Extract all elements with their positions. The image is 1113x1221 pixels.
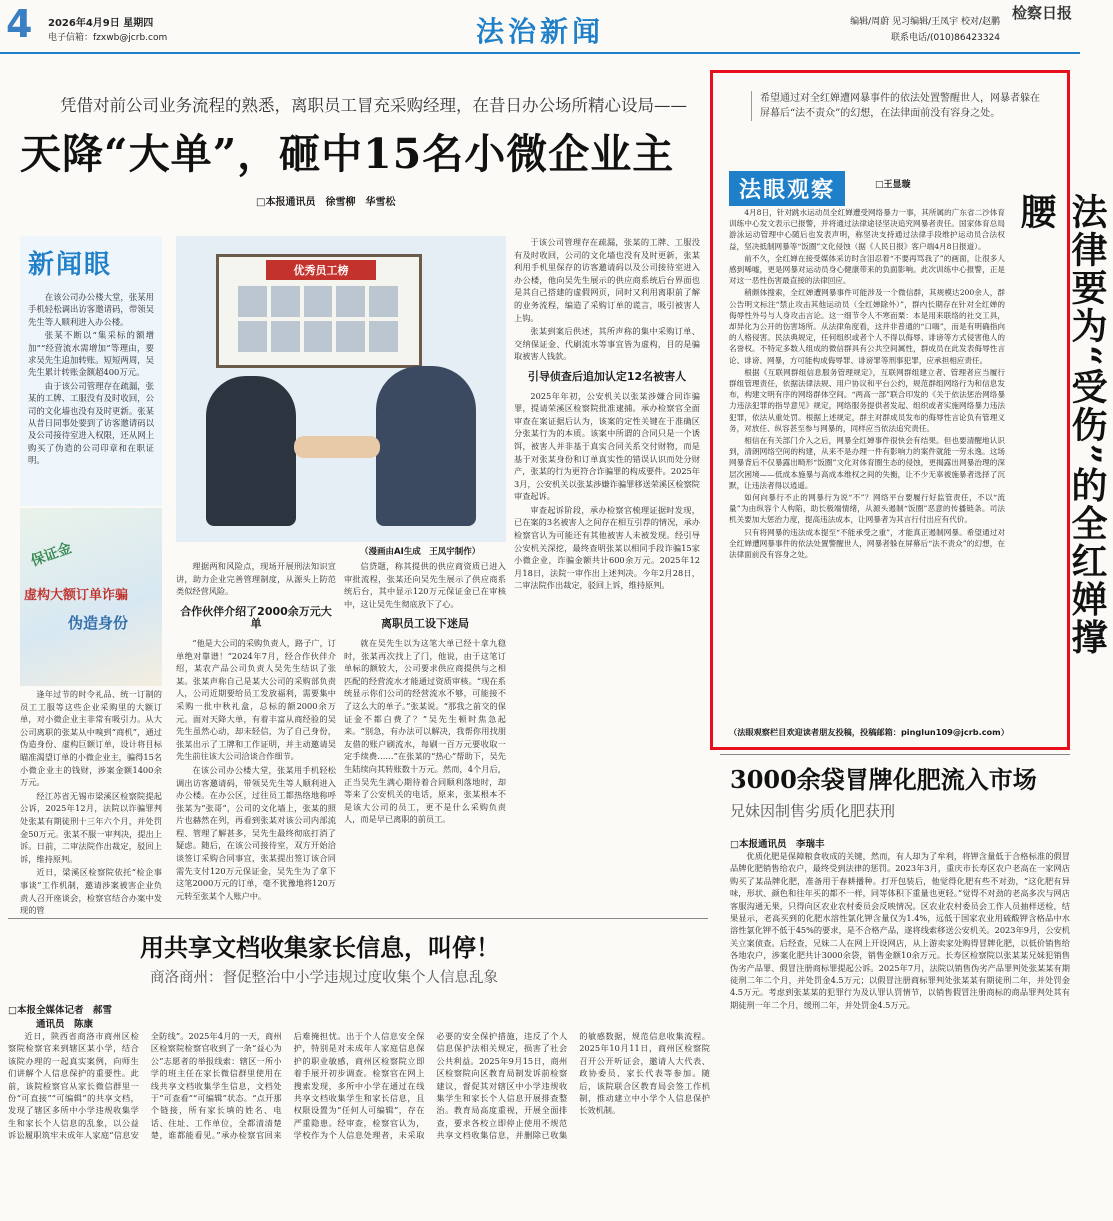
- lead-left-p3: 近日，梁溪区检察院依托“检企事事谈”工作机制，邀请涉案被害企业负责人召开座谈会，检察官结合办案中发现的管: [20, 867, 162, 916]
- lead-byline: □本报通讯员 徐雪柳 华雪松: [256, 197, 396, 208]
- lead-col3-p2: 就在吴先生以为这笔大单已经十拿九稳时，张某再次找上了门，他说，由于这笔订单标的额较大，公司要求供应商提供与之相匹配的经营流水才能通过资质审核。“现在系统显示你们公司的经营流水不够，可能接不了这么大的单子。”张某说。“那我之前交的保证金不都白费了？”吴先生顿时焦急起来。“别急，有办法可以解决，我帮你用找朋友借的账户刷流水，每刷一百万元要收取一定手续费……”在张某的“热心”帮助下，吴先生陆续向其转账数十万元。然而，4个月后，正当吴先生满心期待着合同顺利落地时，却等来了公安机关的电话，原来，张某根本不是该大公司的员工，更不是什么采购负责人，而是早已离职的前员工。: [344, 637, 506, 825]
- lead-col-2: [176, 560, 336, 910]
- victim-figure: [376, 366, 476, 526]
- opinion-footer: （法眼观察栏目欢迎读者朋友投稿，投稿邮箱：pinglun109@jcrb.com）: [729, 727, 1009, 737]
- opinion-p7: 只有将网暴的违法成本提至“不能承受之重”，才能真正遏制网暴。希望通过对全红婵遭网暴事件的依法处置警醒世人，网暴者躲在屏幕后“法不责众”的幻想，在法律面前没有容身之处。: [729, 527, 1005, 560]
- share-subtitle: 商洛商州：督促整治中小学违规过度收集个人信息乱象: [150, 970, 498, 986]
- section-title: 法治新闻: [475, 15, 604, 48]
- opinion-byline: □王显璇: [875, 180, 911, 190]
- opinion-vertical-title: 法律要为“受伤”的全红婵撑腰: [1015, 193, 1108, 657]
- lead-col3-p1: 信贷题，称其提供的供应商资质已进入审批流程，张某还向吴先生展示了供应商系统后台，其中显示120万元保证金已在审核中，这让吴先生彻底放下了心。: [344, 561, 506, 609]
- paper-logo: 检察日报: [1011, 4, 1072, 22]
- lead-left-p1: 逢年过节的时令礼品、统一订制的员工工服等这些企业采购里的大额订单，对小微企业主非常有吸引力。从大公司离职的张某从中嗅到“商机”，通过伪造身份、虚构巨额订单，设计将目标瞄准渴望订单的小微企业主，骗得15名小微企业主的钱财，涉案金额1400余万元。: [20, 689, 162, 788]
- news-eye-bullet-1: 在该公司办公楼大堂，张某用手机轻松调出访客邀请码，带领吴先生等人顺利进入办公楼。: [28, 292, 154, 327]
- lead-col4-p3: 2025年年初，公安机关以张某涉嫌合同诈骗罪，提请荣溪区检察院批准逮捕。承办检察官全面审查在案证据后认为，该案的定性关键在于准确区分张某行为的本质。该案中所谓的合同只是一个诱饵，被害人并非基于真实合同关系交付财物，而是基于对张某身份和订单真实性的错误认识而处分财产，张某的行为更符合诈骗罪的构成要件。2025年3月，公安机关以张某涉嫌诈骗罪移送荣溪区检察院审查起诉。: [514, 390, 700, 502]
- photo-grid: [238, 286, 398, 352]
- lead-col-3: [344, 560, 506, 910]
- lead-col-4: [514, 236, 700, 910]
- news-eye-box: [20, 236, 162, 506]
- poster-illustration: [20, 508, 162, 686]
- lead-col4-p1: 于该公司管理存在疏漏，张某的工牌、工服没有及时收回，公司的文化墙也没有及时更新，张某利用手机里保存的访客邀请码以及公司接待室进入办公楼，他向吴先生展示的供应商系统后台界面也是其自己搭建的虚假网页，同时又利用离职前了解的业务流程，编造了采购订单的谎言，吸引被害人上钩。: [514, 237, 700, 323]
- opinion-column-box: [710, 70, 1108, 750]
- fertilizer-byline: □本报通讯员 李瑞丰: [730, 839, 825, 850]
- fertilizer-subtitle: 兄妹因制售劣质化肥获刑: [730, 802, 896, 820]
- lead-col2-p1: “他是大公司的采购负责人，路子广，订单绝对靠谱！”2024年7月，经合作伙伴介绍，某农产品公司负责人吴先生结识了张某。张某声称自己是某大公司的采购部负责人，公司近期要给员工发放福利，需要集中采购一批中秋礼盒，总标的额2000余万元。面对天降大单，有着丰富从商经验的吴先生虽然心动，却未轻信，为了自己身份，张某出示了工牌和工作证明，并主动邀请吴先生前往该大公司洽谈合作细节。: [176, 637, 336, 762]
- news-eye-title: 新闻眼: [28, 250, 113, 280]
- editor-credits: 编辑/周蔚 见习编辑/王凤宇 校对/赵鹏: [850, 17, 1000, 27]
- subhead-1: 合作伙伴介绍了2000余万元大单: [180, 604, 332, 631]
- share-byline-2: 通讯员 陈康: [36, 1019, 94, 1030]
- poster-word-3: 虚构大额订单诈骗: [24, 588, 129, 603]
- share-p1: 近日，陕西省商洛市商州区检察院检察官来到辖区某小学，结合该院办理的一起真实案例，向师生们讲解个人信息保护的重要性。此前，该院检察官从家长微信群里一份“可直接”“可编辑”的共享文档，发现了辖区多所中小学违规收集学生和家长个人信息的乱象，以公益诉讼履职筑牢未成年人家庭“信息安全防线”。2025年4月的一天，商州区检察院检察官收到了一条“益心为公”志愿者的举报线索：辖区一所小学的班主任在家长微信群里使用在线共享文档收集学生信息，文档处于“可查看”“可编辑”状态。“点开那个链接，所有家长填的姓名、电话、住址、工作单位，全都清清楚楚，谁都能看见。”承办检察官回来后难掩担忧。出于个人信息安全保护，特别是对未成年人家庭信息保护的职业敏感，商州区检察院立即着手展开初步调查。检察官在网上搜索发现，多所中小学在通过在线共享文档收集学生和家长信息，且权限设置为“任何人可编辑”，存在严重隐患。经审查，检察官认为，学校作为个人信息处理者，未采取必要的安全保护措施，违反了个人信息保护法相关规定，损害了社会公共利益。2025年9月15日，商州区检察院向区教育局制发诉前检察建议，督促其对辖区中小学违规收集学生和家长个人信息开展排查整治。教育局高度重视，开展全面排查，要求各校立即停止使用不规范共享文档收集信息，并删除已收集的敏感数据，规范信息收集流程。2025年10月11日，商州区检察院召开公开听证会，邀请人大代表、政协委员、家长代表等参加。随后，该院联合区教育局会签工作机制，推动建立中小学个人信息保护长效机制。: [8, 1031, 710, 1141]
- honor-board-sign: 优秀员工榜: [266, 260, 376, 280]
- opinion-p4: 根据《互联网群组信息服务管理规定》，互联网群组建立者、管理者应当履行群组管理责任，依据法律法规、用户协议和平台公约，规范群组网络行为和信息发布，构建文明有序的网络群体空间。“两高一部”联合印发的《关于依法惩治网络暴力违法犯罪的指导意见》规定，网络服务提供者发起、组织或者实施网络暴力违法犯罪，依法从重处罚。根据上述规定，群主对群成员发布的侮辱性言论负有管理义务，对放任、纵容甚至参与网暴的，同样应当依法追究责任。: [729, 367, 1005, 433]
- opinion-p1: 4月8日，针对跳水运动员全红婵遭受网络暴力一事，其所属的广东省二沙体育训练中心发文表示已报警，并将通过法律途径坚决追究网暴者责任。国家体育总局游泳运动管理中心随后也发表声明，称坚决支持通过法律手段维护运动员合法权益，坚决抵制网暴等“饭圈”文化侵蚀（据《人民日报》客户端4月8日报道）。: [729, 208, 1005, 251]
- lead-col2-p0: 理据两和风险点，现场开展刑法知识宣讲，助力企业完善管理制度，从源头上防范类似经营风险。: [176, 561, 336, 597]
- opinion-p6: 如何向暴行不止的网暴行为说“不”？网络平台要履行好监管责任，不以“流量”为由纵容个人构陷，助长极端情绪，从源头遏制“饭圈”恶意的传播链条。司法机关要加大惩治力度，提高违法成本，让网暴者为其言行付出应有代价。: [729, 493, 1005, 525]
- lead-left-p2: 经江苏省无锡市梁溪区检察院提起公诉，2025年12月，法院以诈骗罪判处张某有期徒刑十三年六个月，并处罚金50万元。张某不服一审判决，提出上诉。日前，二审法院作出裁定，驳回上诉，维持原判。: [20, 790, 162, 864]
- poster-word-1: 保证金: [28, 540, 74, 570]
- subhead-2: 离职员工设下迷局: [381, 617, 469, 631]
- news-eye-bullet: [20, 281, 162, 467]
- opinion-p3: 稍颇体搜索，全红婵遭网暴事件可能涉及一个微信群，其规模达200余人，群公告明文标注“禁止攻击其他运动员（全红婵除外）”，群内长期存在针对全红婵的侮辱性外号与人身攻击言论。这一细节令人不寒而栗：本是用来联络的社交工具，却异化为公开的伤害场所。从法律角度看，这并非普通的“口嗨”，而是有明确指向的人格侵害。民法典规定，任何组织或者个人不得以侮辱、诽谤等方式侵害他人的名誉权。不特定多数人组成的微信群具有公共空间属性，群成员在此发表侮辱性言论、诽谤、网暴，方可能构成侮辱罪、诽谤罪等刑事犯罪，应承担相应责任。: [729, 288, 1005, 365]
- opinion-p5: 相信在有关部门介入之后，网暴全红婵事件很快会有结果。但也要清醒地认识到，清朗网络空间的构建，从来不是办理一件有影响力的案件就能一劳永逸。这场网暴背后不仅暴露出畸形“饭圈”文化对体育圈生态的侵蚀，更揭露出网暴治理的深层次困境——低成本施暴与高成本维权之间的失衡，让不少无辜被施暴者选择了沉默，让违法者得以逍遥。: [729, 436, 1005, 490]
- horizontal-divider-2: [720, 754, 1070, 755]
- opinion-body: [729, 207, 1005, 707]
- share-body: [8, 1030, 710, 1210]
- lead-left-column: [20, 688, 162, 916]
- lead-col4-p4: 审查起诉阶段，承办检察官梳理证据时发现，已在案的3名被害人之间存在相互引荐的情况，承办检察官认为可能还有其他被害人未被发现。经引导公安机关深挖，最终查明张某以相同手段诈骗15家小微企业，诈骗金额共计600余万元。2025年12月18日，法院一审作出上述判决。今年2月28日，二审法院作出裁定，驳回上诉，维持原判。: [514, 504, 700, 591]
- comic-illustration: [176, 236, 506, 542]
- fertilizer-body: [730, 850, 1070, 1210]
- page-number: 4: [6, 2, 33, 46]
- contact-email: 电子信箱：fzxwb@jcrb.com: [48, 33, 168, 43]
- news-eye-bullet-3: 由于该公司管理存在疏漏，张某的工牌、工服没有及时收回，公司的文化墙也没有及时更新。张某从昔日同事处要到了访客邀请码以及公司接待室进入权限，还从网上购买了伪造的公司印章和在职证明。: [28, 380, 154, 466]
- subhead-3: 引导侦查后追加认定12名被害人: [527, 369, 687, 383]
- fertilizer-headline: 3000余袋冒牌化肥流入市场: [730, 765, 1037, 794]
- scammer-figure: [206, 376, 296, 526]
- handshake: [294, 436, 380, 458]
- horizontal-divider-1: [8, 918, 708, 919]
- share-headline: 用共享文档收集家长信息，叫停！: [140, 933, 500, 962]
- editor-phone: 联系电话/(010)86423324: [890, 33, 1000, 43]
- masthead-rule: [0, 52, 1080, 54]
- lead-col2-p2: 在该公司办公楼大堂，张某用手机轻松调出访客邀请码，带领吴先生等人顺利进入办公楼。在办公区，过往员工都热络地称呼张某为“张哥”，公司的文化墙上，张某的照片也赫然在列，再看到张某对该公司内部流程、管理了解甚多，吴先生最终彻底打消了疑虑。随后，在该公司接待室，双方开始洽谈签订采购合同事宜，张某提出签订该合同需先支付120万元保证金，吴先生为了拿下这笔2000万元的订单，毫不犹豫地将120万元转至张某个人账户中。: [176, 764, 336, 901]
- share-byline-1: □本报全媒体记者 郝雪: [8, 1005, 112, 1016]
- opinion-quote: 希望通过对全红婵遭网暴事件的依法处置警醒世人，网暴者躲在屏幕后“法不责众”的幻想，在法律面前没有容身之处。: [751, 91, 1040, 121]
- issue-date: 2026年4月9日 星期四: [48, 18, 154, 29]
- lead-kicker: 凭借对前公司业务流程的熟悉，离职员工冒充采购经理，在昔日办公场所精心设局——: [60, 96, 687, 115]
- opinion-p2: 前不久，全红婵在接受媒体采访时含泪忍着“不要再骂我了”的画面，让很多人感到唏嘘，更是网暴对运动员身心健康带来的负面影响。此次训练中心报警，正是对这一恶性伤害最直接的法律回应。: [729, 253, 1005, 286]
- lead-col4-p2: 张某到案后供述，其所声称的集中采购订单、交纳保证金、代刷流水等事宜皆为虚构，目的是骗取被害人钱款。: [514, 326, 700, 362]
- illustration-caption: （漫画由AI生成 王凤宇制作）: [360, 547, 481, 557]
- lead-headline: 天降“大单”，砸中15名小微企业主: [20, 130, 675, 178]
- opinion-tag: 法眼观察: [729, 171, 845, 206]
- news-eye-bullet-2: 张某不断以“集采标的额增加”“经营流水需增加”等理由，要求吴先生追加转账。短短两周，吴先生累计转账金额超400万元。: [28, 330, 154, 378]
- fertilizer-p1: 优质化肥是保障粮食收成的关键，然而，有人却为了牟利，将钾含量低于合格标准的假冒品牌化肥销售给农户，最终受到法律的惩罚。2023年3月，重庆市长寿区农户老高在一家网店购买了某品牌化肥，准备用于春耕播种。打开包装后，他觉得化肥有些不对劲，“这化肥有异味，形状、颜色和往年买的都不一样，同等体积下重量也更轻。”觉得不对劲的老高多次与网店客服沟通无果，只得向区农业农村委员会反映情况。区农业农村委员会工作人员抽样送检，结果显示，老高买到的化肥水溶性氯化钾含量仅为1.4%，远低于国家农业用硫酸钾含格品中水溶性氯化钾不低于45%的要求，是不合格产品，遂将线索移送公安机关。2023年9月，公安机关立案侦查。后经查，兄妹二人在网上开设网店，从上游卖家处购得冒牌化肥，以低价销售给各地农户，涉案化肥共计3000余袋，销售金额10余万元。长寿区检察院以张某某兄妹犯销售伪劣产品罪、假冒注册商标罪提起公诉。2025年7月，法院以销售伪劣产品罪判处张某某有期徒刑二年二个月，并处罚金4.5万元；以假冒注册商标罪判处张某某有期徒刑二年，并处罚金4.5万元。考虑到张某某的犯罪行为及认罪认罚情节，以销售假冒注册商标的商品罪判处其有期徒刑一年二个月，缓刑二年，并处罚金4.5万元。: [730, 851, 1070, 1010]
- poster-word-2: 伪造身份: [68, 614, 129, 632]
